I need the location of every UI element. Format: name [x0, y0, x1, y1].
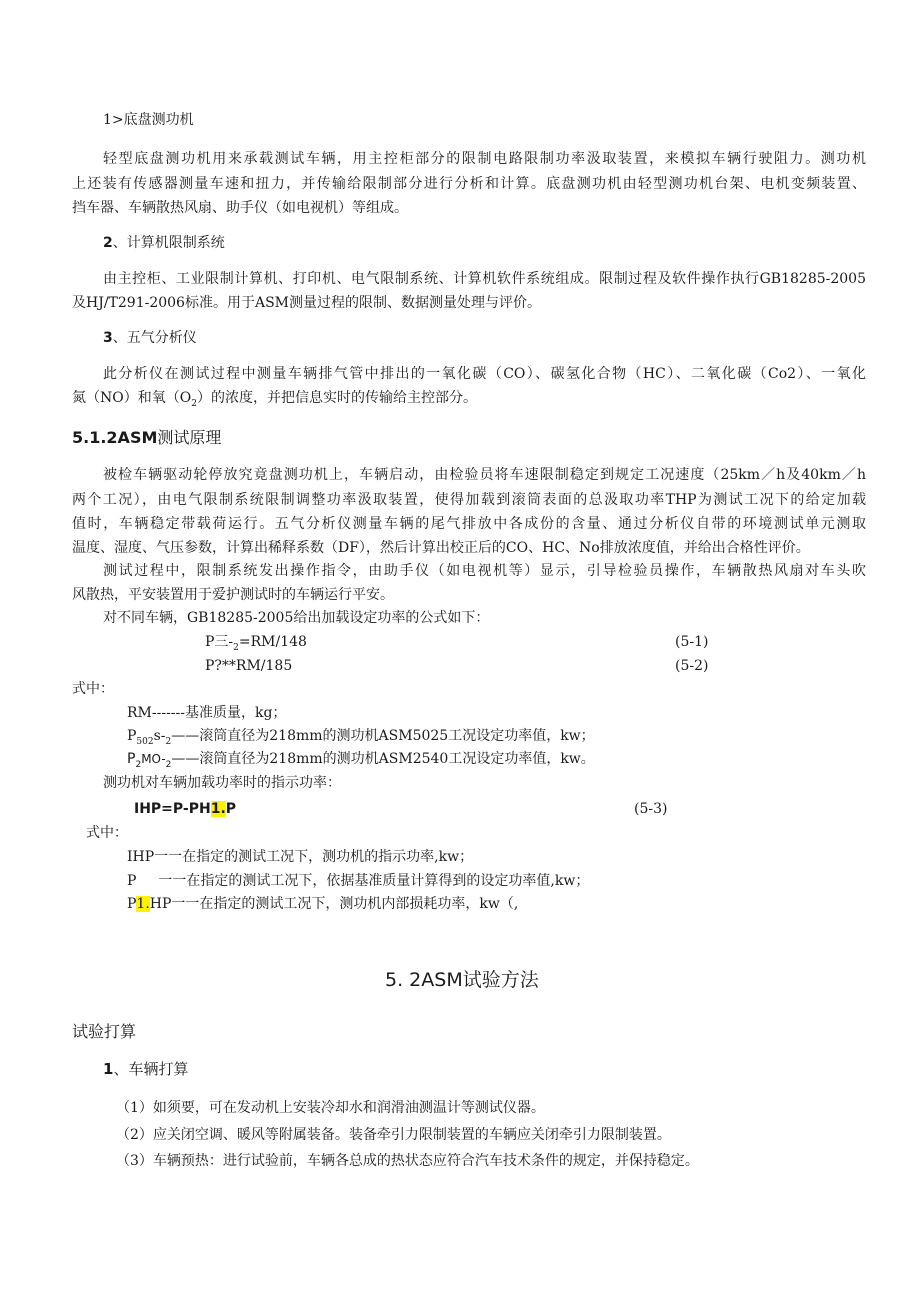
- where-label-1: 式中：: [72, 681, 114, 697]
- formula-5-3-b: P: [225, 801, 237, 817]
- definition-p: [127, 872, 589, 890]
- test-preparation-title: 试验打算: [72, 1022, 137, 1041]
- item3-title: [103, 329, 197, 347]
- definition-p5025: [127, 727, 595, 745]
- def2-b: s-: [153, 728, 166, 744]
- section-5-1-2-number: 5.1.2ASM: [72, 428, 158, 447]
- vehicle-preparation-title: [103, 1060, 188, 1078]
- item3-line-1: 此分析仪在测试过程中测量车辆排气管中排出的一氧化碳（CO）、碳氢化合物（HC）、二氧化碳（Co2）、一氧化: [103, 366, 866, 382]
- formula-5-3-a: IHP=P-PH: [134, 801, 211, 817]
- para2-line-2: 风散热，平安装置用于爱护测试时的车辆运行平安。: [72, 587, 394, 603]
- def-plhp-a: P: [127, 896, 137, 912]
- formula-5-1-a: P三-: [205, 634, 234, 650]
- section-5-1-2-title: [72, 428, 221, 448]
- item1-line-3: 挡车器、车辆散热风扇、助手仪（如电视机）等组成。: [72, 200, 408, 216]
- definition-ihp: IHP一一在指定的测试工况下，测功机的指示功率,kw；: [127, 849, 474, 865]
- para1-line-3: 值时，车辆稳定带载荷运行。五气分析仪测量车辆的尾气排放中各成份的含量、通过分析仪自带的环境测试单元测取: [72, 516, 866, 532]
- item2-line-1: 由主控柜、工业限制计算机、打印机、电气限制系统、计算机软件系统组成。限制过程及软件操作执行GB18285-2005: [103, 271, 866, 287]
- para1-line-2: 两个工况），由电气限制系统限制调整功率汲取装置，使得加载到滚筒表面的总汲取功率THP为测试工况下的给定加载: [72, 492, 866, 508]
- prep-line-2: （2）应关闭空调、暖风等附属装备。装备牵引力限制装置的车辆应关闭牵引力限制装置。: [116, 1127, 671, 1143]
- def-p-a: P: [127, 873, 137, 889]
- formula-5-1: [205, 633, 307, 651]
- para2-line-1: 测试过程中，限制系统发出操作指令，由助手仪（如电视机等）显示，引导检验员操作，车辆散热风扇对车头吹: [103, 563, 866, 579]
- item1-line-1: 轻型底盘测功机用来承载测试车辆，用主控柜部分的限制电路限制功率汲取装置，来模拟车辆行驶阻力。测功机: [103, 151, 866, 167]
- definition-plhp: [127, 895, 518, 913]
- item2-title: [103, 234, 225, 252]
- para1-line-1: 被检车辆驱动轮停放究竟盘测功机上，车辆启动，由检验员将车速限制稳定到规定工况速度（25km／h及40km／h: [103, 467, 866, 483]
- def2-sub2: 2: [165, 736, 172, 747]
- formula-5-1-number: (5-1): [675, 634, 709, 650]
- def2-a: P: [127, 728, 137, 744]
- item2-number: 2: [103, 235, 113, 251]
- section-5-1-2-text: 测试原理: [157, 428, 222, 447]
- formula-5-2-number: (5-2): [675, 658, 709, 674]
- indicated-power-intro: 测功机对车辆加载功率时的指示功率：: [103, 775, 341, 791]
- where-label-2: 式中：: [86, 825, 128, 841]
- def3-sub: 2: [135, 759, 142, 770]
- def3-sub2: 2: [165, 759, 172, 770]
- item2-label: 、计算机限制系统: [112, 235, 225, 251]
- vehicle-preparation-label: 、车辆打算: [113, 1060, 189, 1078]
- para1-line-4: 温度、湿度、气压参数，计算出稀释系数（DF），然后计算出校正后的CO、HC、No排放浓度值，并给出合格性评价。: [72, 540, 810, 556]
- definition-rm: RM-------基准质量，kg；: [127, 705, 287, 721]
- def-plhp-b: HP一一在指定的测试工况下，测功机内部损耗功率，kw（,: [149, 896, 519, 912]
- def3-c: ——滚筒直径为218mm的测功机ASM2540工况设定功率值，kw。: [171, 751, 595, 767]
- item3-line-2-a: 氮（NO）和氧（O: [72, 390, 192, 406]
- section-5-2-number: 5. 2ASM: [385, 969, 463, 991]
- item3-line-2-sub: 2: [191, 398, 197, 409]
- def3-a: P: [127, 751, 136, 767]
- section-5-2-text: 试验方法: [462, 969, 539, 991]
- def3-b: MO-: [141, 752, 166, 766]
- item2-line-2: 及HJ/T291-2006标准。用于ASM测量过程的限制、数据测量处理与评价。: [72, 295, 541, 311]
- item1-title: 1>底盘测功机: [103, 112, 194, 128]
- item3-label: 、五气分析仪: [112, 330, 197, 346]
- formula-intro: 对不同车辆，GB18285-2005给出加载设定功率的公式如下：: [103, 610, 490, 626]
- prep-line-3: （3）车辆预热：进行试验前，车辆各总成的热状态应符合汽车技术条件的规定，并保持稳定。: [116, 1153, 699, 1169]
- def2-sub: 502: [136, 736, 154, 747]
- definition-p2540: [127, 750, 595, 768]
- def-p-b: 一一在指定的测试工况下，依据基准质量计算得到的设定功率值,kw；: [158, 873, 590, 889]
- formula-5-2: P?**RM/185: [205, 658, 293, 674]
- item1-line-2: 上还装有传感器测量车速和扭力，并传输给限制部分进行分析和计算。底盘测功机由轻型测功机台架、电机变频装置、: [72, 176, 866, 192]
- def2-c: ——滚筒直径为218mm的测功机ASM5025工况设定功率值，kw；: [171, 728, 595, 744]
- formula-5-3-highlight: 1.: [210, 801, 226, 817]
- formula-5-3-number: (5-3): [634, 801, 668, 817]
- vehicle-preparation-number: 1: [103, 1060, 114, 1078]
- prep-line-1: （1）如须要，可在发动机上安装冷却水和润滑油测温计等测试仪器。: [116, 1100, 545, 1116]
- item3-line-2: [72, 389, 477, 407]
- formula-5-1-b: =RM/148: [238, 634, 307, 650]
- item3-line-2-b: ）的浓度，并把信息实时的传输给主控部分。: [196, 390, 477, 406]
- def-plhp-highlight: 1.: [136, 896, 150, 912]
- formula-5-1-sub: 2: [233, 642, 239, 653]
- formula-5-3: [134, 800, 236, 818]
- section-5-2-title: [385, 968, 539, 992]
- item3-number: 3: [103, 330, 113, 346]
